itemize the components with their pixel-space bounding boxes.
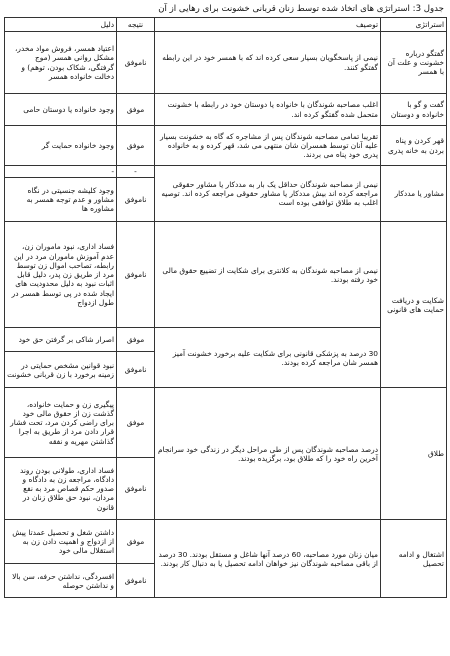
reason-cell: اعتیاد همسر، فروش مواد مخدر، مشکل روانی همسر (موج گرفتگی، شکاک بودن، توهم) و دخالت خانواده همسر (5, 32, 117, 94)
strategy-cell: مشاور یا مددکار (381, 166, 447, 222)
table-row (5, 520, 447, 564)
reason-cell: فساد اداری، نبود ماموران زن، عدم آموزش ماموران مرد در این رابطه، تصاحب اموال زن توسط مرد از طریق زن پدر، دلیل قابل اثبات نبود به دلیل محدودیت های ایجاد شده در پی توسط همسر در طول ازدواج (5, 222, 117, 328)
table-row (5, 94, 447, 126)
result-cell: ناموفق (117, 458, 155, 520)
reason-cell: فساد اداری، طولانی بودن روند دادگاه، مراجعه زن به دادگاه و صدور حکم قصاص مرد به نفع مردان، نبود حق طلاق زنان در قانون (5, 458, 117, 520)
strategy-cell: طلاق (381, 388, 447, 520)
result-cell: موفق (117, 94, 155, 126)
result-cell: موفق (117, 328, 155, 352)
table-caption: جدول 3: استراتژی های اتخاذ شده توسط زنان قربانی خشونت برای رهایی از آن (158, 4, 444, 14)
reason-cell: وجود خانواده حمایت گر (5, 126, 117, 166)
table-row (5, 328, 447, 352)
strategy-cell: شکایت و دریافت حمایت های قانونی (381, 222, 447, 388)
description-cell: نیمی از مصاحبه شوندگان حداقل یک بار به مددکار یا مشاور حقوقی مراجعه کرده اند بیش مددکار یا مشاور حقوقی مراجعه کرده اند. توصیه اغلب به طلاق توافقی بوده است (155, 166, 381, 222)
table-row (5, 166, 447, 178)
result-cell: موفق (117, 388, 155, 458)
result-cell: موفق (117, 126, 155, 166)
result-cell: ناموفق (117, 352, 155, 388)
strategy-cell: قهر کردن و پناه بردن به خانه پدری (381, 126, 447, 166)
result-cell: ناموفق (117, 564, 155, 598)
table-row (5, 126, 447, 166)
reason-cell: وجود کلیشه جنسیتی در نگاه مشاور و عدم توجه همسر به مشاوره ها (5, 178, 117, 222)
strategy-cell: گفت و گو با خانواده و دوستان (381, 94, 447, 126)
description-cell: درصد مصاحبه شوندگان پس از طی مراحل دیگر در زندگی خود سرانجام آخرین راه خود را که طلاق بود، برگزیده بودند. (155, 388, 381, 520)
reason-cell: افسردگی، نداشتن حرفه، سن بالا و نداشتن حوصله (5, 564, 117, 598)
reason-cell: وجود خانواده یا دوستان حامی (5, 94, 117, 126)
reason-cell: پیگیری زن و حمایت خانواده، گذشت زن از حقوق مالی خود برای راضی کردن مرد، تحت فشار قرار دادن مرد از طریق به اجرا گذاشتن مهریه و نفقه (5, 388, 117, 458)
reason-cell: - (5, 166, 117, 178)
description-cell: 30 درصد به پزشکی قانونی برای شکایت علیه برخورد خشونت آمیز همسر شان مراجعه کرده بودند. (155, 328, 381, 388)
header-result: نتیجه (117, 18, 155, 32)
description-cell: نیمی از مصاحبه شوندگان به کلانتری برای شکایت از تضییع حقوق مالی خود رفته بودند. (155, 222, 381, 328)
header-strategy: استراتژی (381, 18, 447, 32)
table-row (5, 388, 447, 458)
result-cell: موفق (117, 520, 155, 564)
table-row (5, 32, 447, 94)
result-cell: ناموفق (117, 32, 155, 94)
table-row (5, 222, 447, 328)
strategy-table (4, 17, 447, 598)
description-cell: میان زنان مورد مصاحبه، 60 درصد آنها شاغل و مستقل بودند. 30 درصد از باقی مصاحبه شوندگان نیز خواهان ادامه تحصیل یا به دنبال کار بودند. (155, 520, 381, 598)
reason-cell: نبود قوانین مشخص حمایتی در زمینه برخورد با زن قربانی خشونت (5, 352, 117, 388)
reason-cell: داشتن شغل و تحصیل عمدتا پیش از ازدواج و اهمیت دادن زن به استقلال مالی خود (5, 520, 117, 564)
header-description: توصیف (155, 18, 381, 32)
description-cell: اغلب مصاحبه شوندگان با خانواده یا دوستان خود در رابطه با خشونت متحمل شده گفتگو کرده اند. (155, 94, 381, 126)
result-cell: ناموفق (117, 222, 155, 328)
table-header-row (5, 18, 447, 32)
result-cell: - (117, 166, 155, 178)
strategy-cell: گفتگو درباره خشونت و علت آن با همسر (381, 32, 447, 94)
reason-cell: اصرار شاکی بر گرفتن حق خود (5, 328, 117, 352)
description-cell: تقریبا تمامی مصاحبه شوندگان پس از مشاجره که گاه به خشونت بسیار علیه آنان توسط همسران شان منتهی می شد، قهر کرده و به خانواده پدری خود پناه می بردند. (155, 126, 381, 166)
header-reason: دلیل (5, 18, 117, 32)
strategy-cell: اشتغال و ادامه تحصیل (381, 520, 447, 598)
result-cell: ناموفق (117, 178, 155, 222)
description-cell: نیمی از پاسخگویان بسیار سعی کرده اند که با همسر خود در این رابطه گفتگو کنند. (155, 32, 381, 94)
